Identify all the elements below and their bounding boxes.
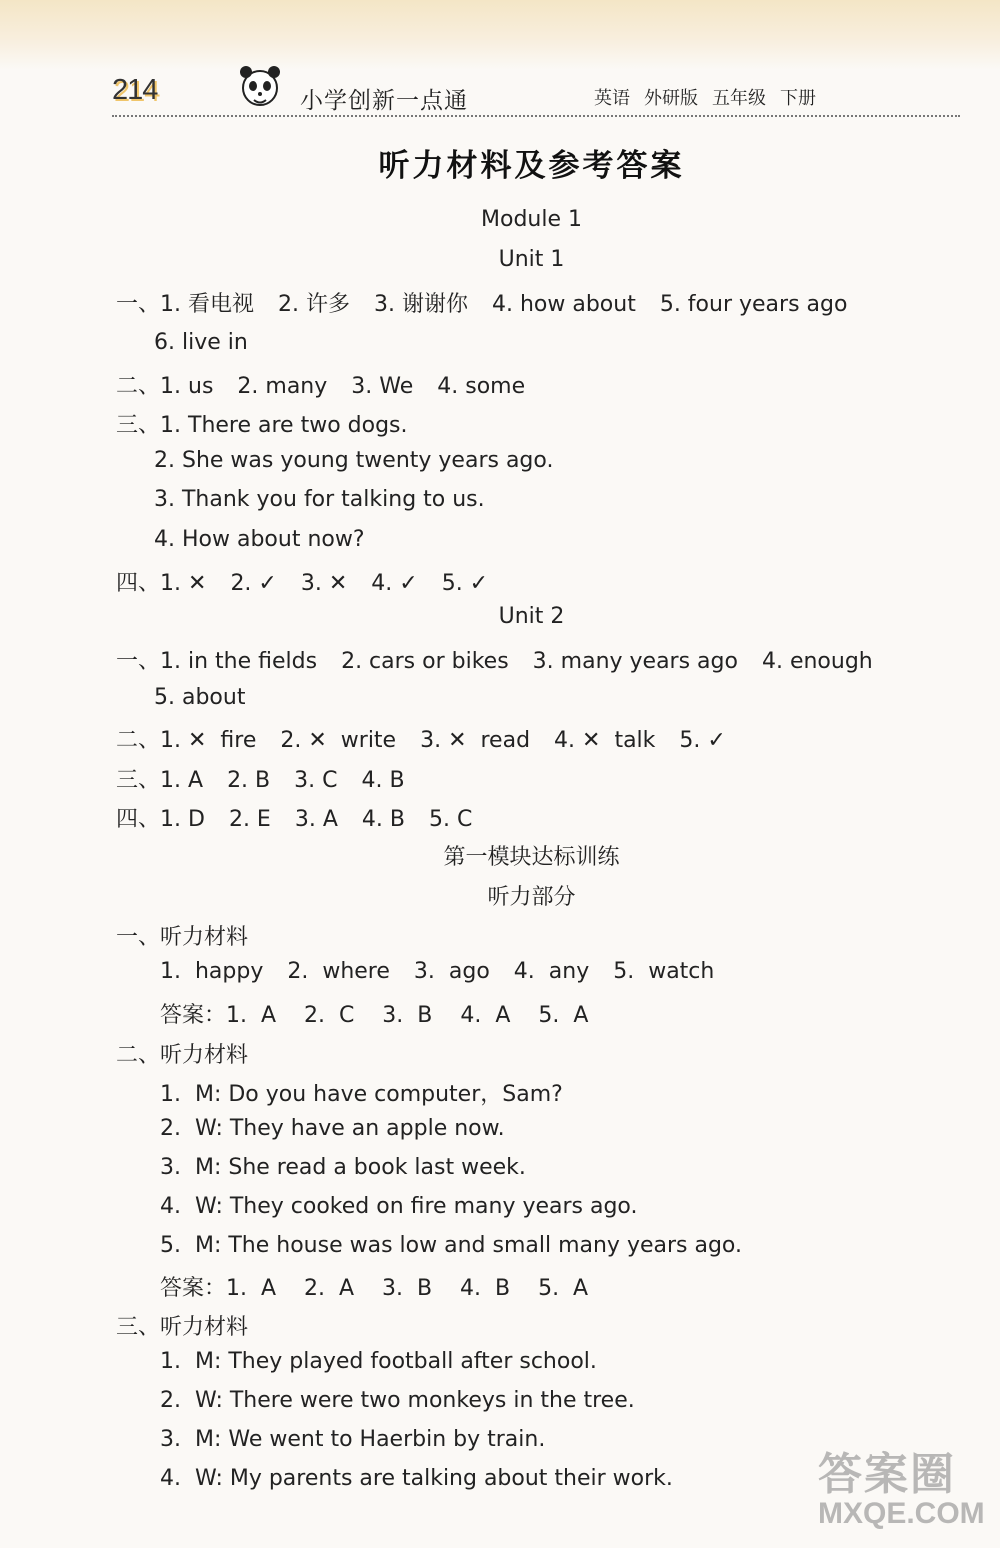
page-title: 听力材料及参考答案	[378, 148, 685, 184]
answer-item: 4. ✓	[371, 571, 418, 596]
subject: 英语	[594, 88, 630, 109]
listening-item: 4. W: My parents are talking about their work.	[160, 1466, 673, 1491]
listening-item: 3. M: She read a book last week.	[160, 1155, 526, 1180]
listening-item: 1. M: Do you have computer，Sam?	[160, 1082, 563, 1107]
answer-item: 1. ✕	[160, 571, 207, 596]
t1-answer: 答案：1. A 2. C 3. B 4. A 5. A	[160, 1003, 589, 1028]
answer-item: 1. There are two dogs.	[160, 413, 408, 438]
page-number: 214	[112, 74, 158, 106]
test-heading: 第一模块达标训练	[443, 845, 620, 870]
answer-item: 3. A	[294, 807, 338, 832]
series-title: 小学创新一点通	[300, 88, 468, 114]
t3-label: 三、听力材料	[116, 1315, 249, 1340]
listening-item: 2. W: There were two monkeys in the tree.	[160, 1388, 635, 1413]
u2-section-1-cont: 5. about	[154, 685, 246, 710]
answer-item: 1. us	[160, 374, 214, 399]
answer-item: 5. C	[428, 807, 473, 832]
u2-section-1	[116, 644, 897, 675]
header-band	[0, 0, 1000, 70]
answer-item: 1. D	[160, 807, 205, 832]
answer-item: 2. ✕ write	[280, 728, 397, 753]
listening-item: 4. any	[513, 959, 590, 984]
t2-answer: 答案：1. A 2. A 3. B 4. B 5. A	[160, 1276, 589, 1301]
section-label: 三、	[116, 413, 161, 438]
book-info	[594, 84, 830, 110]
answer-item: 2. E	[228, 807, 271, 832]
u1-section-3	[116, 408, 408, 439]
answer-item: 2. 许多	[278, 292, 350, 317]
u2-section-4	[116, 802, 496, 833]
answer-item: 2. cars or bikes	[341, 649, 509, 674]
answer-item: 3. many years ago	[532, 649, 738, 674]
u1-section-4	[116, 566, 512, 597]
t2-label: 二、听力材料	[116, 1043, 249, 1068]
answer-item: 2. ✓	[230, 571, 277, 596]
section-label: 四、	[116, 571, 161, 596]
answer-item: 2. She was young twenty years ago.	[154, 448, 554, 473]
answer-item: 3. ✕ read	[420, 728, 531, 753]
answer-item: 4. How about now?	[154, 527, 365, 552]
listening-item: 2. W: They have an apple now.	[160, 1116, 505, 1141]
answer-item: 4. how about	[491, 292, 636, 317]
answer-item: 3. We	[351, 374, 414, 399]
section-label: 三、	[116, 768, 161, 793]
answer-item: 4. B	[361, 768, 405, 793]
section-label: 二、	[116, 728, 161, 753]
answer-item: 1. 看电视	[160, 292, 254, 317]
watermark-top: 答案圈	[818, 1450, 956, 1499]
answer-item: 4. B	[361, 807, 405, 832]
answer-item: 3. ✕	[300, 571, 348, 596]
u2-section-2	[116, 723, 750, 754]
answer-item: 3. C	[294, 768, 338, 793]
listening-item: 1. happy	[160, 959, 264, 984]
answer-item: 1. A	[160, 768, 204, 793]
section-label: 一、	[116, 649, 161, 674]
u1-section-1	[116, 287, 871, 318]
answer-item: 4. enough	[761, 649, 873, 674]
t1-items	[160, 959, 738, 984]
answer-item: 2. many	[237, 374, 328, 399]
answer-item: 1. ✕ fire	[160, 728, 257, 753]
listening-item: 4. W: They cooked on fire many years ago.	[160, 1194, 638, 1219]
answer-item: 3. Thank you for talking to us.	[154, 487, 485, 512]
answer-item: 4. some	[437, 374, 526, 399]
section-label: 二、	[116, 374, 161, 399]
u1-section-1-cont: 6. live in	[154, 330, 248, 355]
u1-section-2	[116, 369, 549, 400]
header-divider	[112, 115, 960, 117]
section-label: 四、	[116, 807, 161, 832]
volume: 下册	[780, 88, 816, 109]
watermark-bottom: MXQE.COM	[818, 1497, 985, 1530]
listening-item: 5. M: The house was low and small many years ago.	[160, 1233, 742, 1258]
listening-item: 3. M: We went to Haerbin by train.	[160, 1427, 546, 1452]
listening-item: 5. watch	[613, 959, 715, 984]
listening-part-heading: 听力部分	[487, 885, 576, 910]
section-label: 一、	[116, 292, 161, 317]
answer-item: 3. 谢谢你	[373, 292, 468, 317]
answer-item: 4. ✕ talk	[554, 728, 656, 753]
grade: 五年级	[712, 88, 766, 109]
answer-item: 2. B	[227, 768, 271, 793]
panda-mascot-icon	[232, 60, 288, 110]
unit-heading: Unit 2	[498, 604, 565, 629]
answer-item: 5. four years ago	[659, 292, 848, 317]
answer-item: 5. ✓	[679, 728, 726, 753]
unit-heading: Unit 1	[498, 247, 565, 272]
answer-item: 1. in the fields	[160, 649, 318, 674]
watermark	[818, 1450, 985, 1531]
u2-section-3	[116, 763, 429, 794]
edition: 外研版	[644, 88, 698, 109]
listening-item: 3. ago	[413, 959, 490, 984]
listening-item: 2. where	[287, 959, 390, 984]
listening-item: 1. M: They played football after school.	[160, 1349, 597, 1374]
t1-label: 一、听力材料	[116, 925, 249, 950]
module-heading: Module 1	[481, 207, 582, 232]
answer-item: 5. ✓	[441, 571, 489, 596]
